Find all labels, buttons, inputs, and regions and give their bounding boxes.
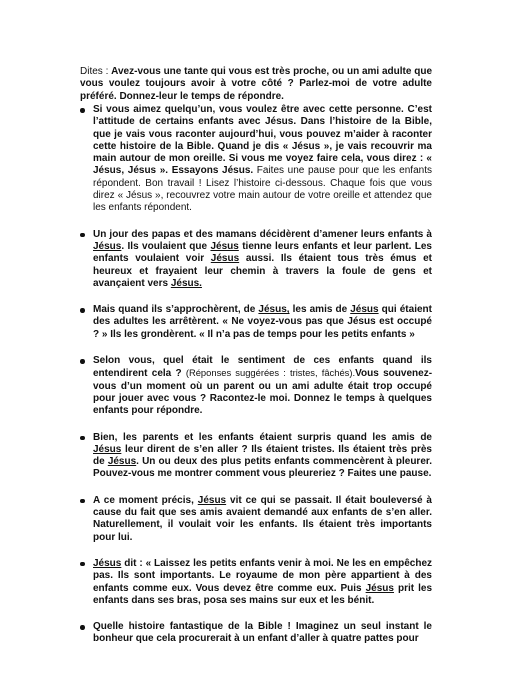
bullet-icon: [80, 499, 85, 504]
bullet-icon: [80, 359, 85, 364]
suggested-answers: (Réponses suggérées : tristes, fâchés).: [181, 367, 356, 379]
jesus-underlined: Jésus: [365, 582, 394, 594]
story-list: [80, 104, 432, 660]
bullet-icon: [80, 562, 85, 567]
jesus-underlined: Jésus: [210, 240, 239, 252]
list-item: Mais quand ils s’approchèrent, de Jésus, les amis de Jésus qui étaient des adultes les arrêtèrent. « Ne voyez-vous pas que Jésus est occupé ? » Ils les grondèrent. « Il n’a pas de temps pour les petits enfants »: [80, 304, 432, 341]
list-item: Selon vous, quel était le sentiment de ces enfants quand ils entendirent cela ? (Réponses suggérées : tristes, fâchés).Vous souvenez-vous d’un moment où un parent ou un ami adulte était trop occupé pour jouer avec vous ? Racontez-le moi. Donnez le temps à quelques enfants pour répondre.: [80, 355, 432, 417]
jesus-underlined: Jésus: [93, 557, 122, 569]
intro-prefix: Dites :: [80, 66, 112, 77]
list-item: Quelle histoire fantastique de la Bible ! Imaginez un seul instant le bonheur que cela procurerait à un enfant d’aller à quatre pattes pour: [80, 621, 432, 646]
list-item: Si vous aimez quelqu’un, vous voulez être avec cette personne. C’est l’attitude de certains enfants avec Jésus. Dans l’histoire de la Bible, que je vais vous raconter aujourd’hui, vous pouvez m’aider à raconter cette histoire de la Bible. Quand je dis « Jésus », je vais recouvrir ma main autour de mon oreille. Si vous me voyez faire cela, vous direz : « Jésus, Jésus ». Essayons Jésus. Faites une pause pour que les enfants répondent. Bon travail ! Lisez l’histoire ci-dessous. Chaque fois que vous direz « Jésus », recouvrez votre main autour de votre oreille et attendez que les enfants répondent.: [80, 104, 432, 215]
intro-text: Avez-vous une tante qui vous est très proche, ou un ami adulte que vous voulez toujours avoir à votre côté ? Parlez-moi de votre adulte préféré. Donnez-leur le temps de répondre.: [80, 66, 433, 102]
jesus-underlined: Jésus.: [170, 277, 202, 289]
bullet-icon: [80, 436, 85, 441]
bullet-icon: [80, 233, 85, 238]
jesus-underlined: Jésus: [210, 253, 240, 265]
jesus-underlined: Jésus: [350, 304, 379, 316]
intro-paragraph: [80, 66, 432, 103]
list-item: Bien, les parents et les enfants étaient surpris quand les amis de Jésus leur dirent de s’en aller ? Ils étaient tristes. Ils étaient très près de Jésus. Un ou deux des plus petits enfants commencèrent à pleurer. Pouvez-vous me montrer comment vous pleureriez ? Faites une pause.: [80, 432, 432, 481]
jesus-underlined: Jésus,: [258, 304, 290, 316]
jesus-underlined: Jésus: [197, 494, 227, 506]
jesus-underlined: Jésus: [93, 240, 122, 252]
bullet-icon: [80, 625, 85, 630]
jesus-underlined: Jésus: [107, 456, 137, 468]
list-item: A ce moment précis, Jésus vit ce qui se passait. Il était bouleversé à cause du fait que ses amis avaient demandé aux enfants de s’en aller. Naturellement, il voulait voir les enfants. Ils étaient très importants pour lui.: [80, 495, 432, 544]
list-item: Un jour des papas et des mamans décidèrent d’amener leurs enfants à Jésus. Ils voulaient que Jésus tienne leurs enfants et leur parlent. Les enfants voulaient voir Jésus aussi. Ils étaient tous très émus et heureux et frayaient leur chemin à travers la foule de gens et avançaient vers Jésus.: [80, 229, 432, 290]
jesus-underlined: Jésus: [93, 443, 122, 455]
bullet-icon: [80, 308, 85, 313]
list-item: Jésus dit : « Laissez les petits enfants venir à moi. Ne les en empêchez pas. Ils sont importants. Le royaume de mon père appartient à des enfants comme eux. Vous devez être comme eux. Puis Jésus prit les enfants dans ses bras, posa ses mains sur eux et les bénit.: [80, 558, 432, 607]
bullet-icon: [80, 108, 85, 113]
